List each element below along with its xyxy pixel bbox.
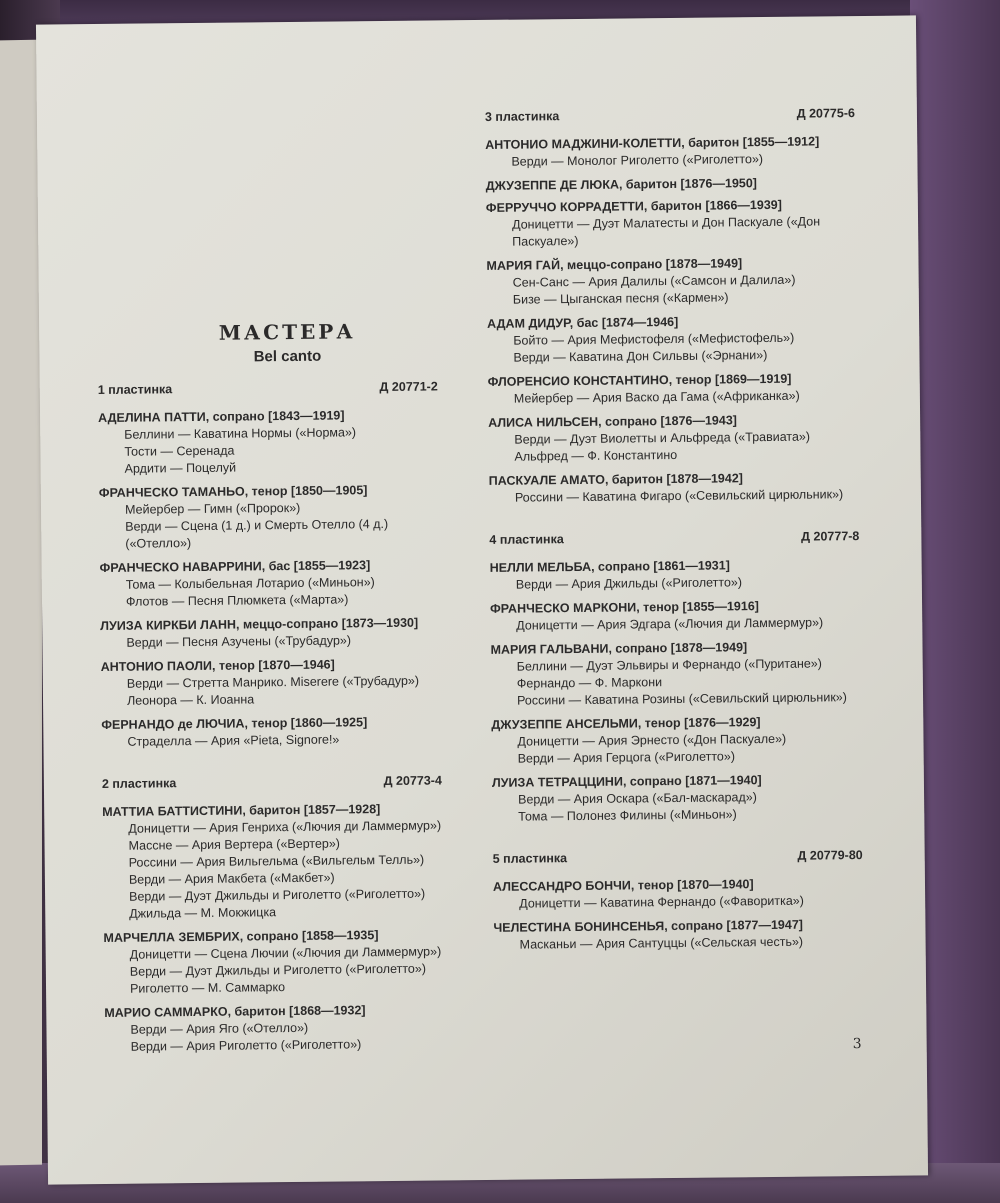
artist-name: ДЖУЗЕППЕ ДЕ ЛЮКА, баритон [1876—1950]	[485, 176, 757, 193]
plate-label: 5 пластинка	[492, 851, 568, 866]
artist-name: МАТТИА БАТТИСТИНИ, баритон [1857—1928]	[102, 802, 381, 819]
artist-entry	[100, 557, 441, 611]
artist-name: МАРЧЕЛЛА ЗЕМБРИХ, сопрано [1858—1935]	[103, 928, 379, 945]
work-item: Верди — Ария Риголетто («Риголетто»)	[130, 1037, 362, 1054]
plate-catalog-number: Д 20773-4	[383, 773, 442, 789]
artist-entry	[100, 615, 440, 652]
work-item: Верди — Сцена (1 д.) и Смерть Отелло (4 д.) («Отелло»)	[125, 516, 389, 551]
work-item: Верди — Дуэт Виолетты и Альфреда («Травиата»)	[514, 429, 811, 447]
plate-label: 4 пластинка	[489, 532, 564, 547]
artist-entry	[101, 714, 441, 751]
work-item: Доницетти — Каватина Фернандо («Фаворитка»)	[519, 893, 804, 911]
right-column	[485, 106, 864, 962]
work-item: Верди — Дуэт Джильды и Риголетто («Риголетто»)	[129, 961, 427, 979]
plate-catalog-number: Д 20771-2	[379, 379, 438, 395]
artist-name: АДАМ ДИДУР, бас [1874—1946]	[487, 314, 679, 331]
work-item: Верди — Монолог Риголетто («Риголетто»)	[511, 152, 764, 169]
work-item: Ардити — Поцелуй	[124, 460, 237, 476]
plate-catalog-number: Д 20777-8	[801, 529, 860, 544]
artist-entry	[486, 197, 857, 251]
artist-name: МАРИЯ ГАЛЬВАНИ, сопрано [1878—1949]	[490, 640, 748, 657]
artist-name: ФЕРНАНДО де ЛЮЧИА, тенор [1860—1925]	[101, 715, 368, 732]
work-item: Тома — Полонез Филины («Миньон»)	[518, 807, 737, 824]
work-item: Леонора — К. Иоанна	[126, 692, 255, 708]
work-item: Бизе — Цыганская песня («Кармен»)	[512, 290, 729, 307]
work-item: Россини — Ария Вильгельма («Вильгельм Телль»)	[128, 852, 425, 870]
artist-entry	[489, 470, 859, 507]
work-item: Доницетти — Дуэт Малатесты и Дон Паскуале («Дон Паскуале»)	[511, 214, 821, 249]
artist-name: ФЛОРЕНСИО КОНСТАНТИНО, тенор [1869—1919]	[487, 371, 792, 389]
work-item: Верди — Ария Оскара («Бал-маскарад»)	[518, 790, 757, 807]
left-column	[97, 318, 445, 1064]
work-item: Бойто — Ария Мефистофеля («Мефистофель»)	[513, 330, 795, 348]
artist-entry	[99, 482, 440, 553]
artist-entry	[493, 876, 863, 913]
work-item: Верди — Стретта Манрико. Miserere («Трубадур»)	[126, 673, 420, 691]
work-item: Мейербер — Ария Васко да Гама («Африканка»)	[513, 388, 800, 406]
work-item: Верди — Песня Азучены («Трубадур»)	[126, 633, 352, 650]
work-item: Россини — Каватина Фигаро («Севильский цирюльник»)	[514, 487, 844, 505]
artist-name: ФЕРРУЧЧО КОРРАДЕТТИ, баритон [1866—1939]	[485, 197, 782, 215]
work-item: Флотов — Песня Плюмкета («Марта»)	[125, 592, 349, 609]
artist-entry	[490, 598, 860, 635]
artist-name: АНТОНИО ПАОЛИ, тенор [1870—1946]	[100, 657, 335, 674]
page-subtitle: Bel canto	[253, 347, 322, 366]
work-item: Верди — Ария Макбета («Макбет»)	[128, 870, 335, 887]
work-item: Верди — Ария Герцога («Риголетто»)	[517, 749, 736, 766]
plate-label: 2 пластинка	[101, 776, 177, 791]
artist-name: ЛУИЗА КИРКБИ ЛАНН, меццо-сопрано [1873—1930]	[100, 615, 419, 633]
artist-name: ФРАНЧЕСКО МАРКОНИ, тенор [1855—1916]	[490, 599, 759, 616]
booklet-page	[36, 15, 928, 1184]
artist-name: АНТОНИО МАДЖИНИ-КОЛЕТТИ, баритон [1855—1912]	[485, 134, 820, 152]
page-title: МАСТЕРА	[218, 319, 356, 345]
artist-name: ПАСКУАЛЕ АМАТО, баритон [1878—1942]	[488, 471, 743, 488]
artist-entry	[490, 557, 860, 594]
plate-header	[493, 848, 863, 866]
work-item: Тости — Серенада	[124, 443, 235, 459]
work-item: Беллини — Каватина Нормы («Норма»)	[124, 425, 357, 442]
artist-name: ЧЕЛЕСТИНА БОНИНСЕНЬЯ, сопрано [1877—1947]	[493, 917, 803, 935]
artist-entry	[488, 371, 858, 408]
artist-entry	[491, 714, 862, 768]
artist-name: МАРИЯ ГАЙ, меццо-сопрано [1878—1949]	[486, 256, 743, 273]
page-number: 3	[852, 1036, 862, 1053]
left-plates	[98, 379, 445, 1056]
artist-name: ЛУИЗА ТЕТРАЦЦИНИ, сопрано [1871—1940]	[491, 773, 762, 790]
work-item: Доницетти — Ария Эдгара («Лючия ди Ламмермур»)	[516, 615, 824, 633]
artist-entry	[490, 639, 861, 710]
artist-name: НЕЛЛИ МЕЛЬБА, сопрано [1861—1931]	[489, 558, 730, 575]
work-item: Альфред — Ф. Константино	[514, 447, 678, 464]
artist-entry	[492, 772, 863, 826]
artist-entry	[493, 917, 863, 954]
artist-entry	[104, 1002, 445, 1056]
plate-header	[489, 529, 859, 547]
work-item: Масканьи — Ария Сантуццы («Сельская честь»)	[519, 934, 804, 952]
artist-entry	[488, 412, 859, 466]
plate-label: 1 пластинка	[97, 382, 173, 398]
work-item: Доницетти — Ария Эрнесто («Дон Паскуале»)	[517, 731, 787, 749]
work-item: Риголетто — М. Саммарко	[129, 980, 286, 996]
work-item: Доницетти — Сцена Лючии («Лючия ди Ламмермур»)	[129, 944, 442, 962]
artist-name: АЛИСА НИЛЬСЕН, сопрано [1876—1943]	[488, 413, 737, 430]
work-item: Верди — Дуэт Джильды и Риголетто («Риголетто»)	[129, 886, 426, 904]
plate-label: 3 пластинка	[484, 109, 560, 124]
previous-page	[0, 40, 42, 1166]
artist-entry	[486, 255, 857, 309]
work-item: Россини — Каватина Розины («Севильский цирюльник»)	[516, 690, 847, 708]
work-item: Сен-Санс — Ария Далилы («Самсон и Далила»)	[512, 272, 796, 290]
artist-entry	[487, 313, 858, 367]
work-item: Фернандо — Ф. Маркони	[516, 675, 663, 691]
work-item: Верди — Ария Джильды («Риголетто»)	[515, 575, 743, 592]
artist-name: АДЕЛИНА ПАТТИ, сопрано [1843—1919]	[97, 408, 345, 426]
plate-catalog-number: Д 20775-6	[796, 106, 855, 121]
work-item: Мейербер — Гимн («Пророк»)	[124, 500, 301, 517]
artist-name: МАРИО САММАРКО, баритон [1868—1932]	[104, 1003, 366, 1020]
work-item: Джильда — М. Мокжицка	[129, 905, 277, 921]
plate-catalog-number: Д 20779-80	[797, 848, 863, 863]
artist-entry	[101, 656, 442, 710]
right-plates	[485, 106, 864, 954]
work-item: Верди — Каватина Дон Сильвы («Эрнани»)	[513, 347, 768, 365]
artist-entry	[102, 801, 443, 923]
artist-entry	[98, 407, 439, 478]
work-item: Беллини — Дуэт Эльвиры и Фернандо («Пуритане»)	[516, 656, 822, 674]
work-item: Массне — Ария Вертера («Вертер»)	[128, 836, 341, 853]
artist-name: ДЖУЗЕППЕ АНСЕЛЬМИ, тенор [1876—1929]	[491, 715, 761, 732]
artist-entry	[103, 927, 444, 998]
plate-header	[98, 379, 438, 397]
work-item: Доницетти — Ария Генриха («Лючия ди Ламмермур»)	[128, 818, 442, 836]
artist-name: АЛЕССАНДРО БОНЧИ, тенор [1870—1940]	[492, 877, 754, 894]
work-item: Тома — Колыбельная Лотарио («Миньон»)	[125, 575, 375, 592]
plate-header	[102, 773, 442, 791]
plate-header	[485, 106, 855, 124]
artist-name: ФРАНЧЕСКО НАВАРРИНИ, бас [1855—1923]	[99, 558, 371, 576]
artist-name: ФРАНЧЕСКО ТАМАНЬО, тенор [1850—1905]	[98, 483, 368, 501]
artist-entry	[485, 134, 855, 171]
artist-entry	[486, 175, 856, 193]
work-item: Верди — Ария Яго («Отелло»)	[130, 1020, 309, 1037]
work-item: Страделла — Ария «Pieta, Signore!»	[127, 732, 340, 749]
